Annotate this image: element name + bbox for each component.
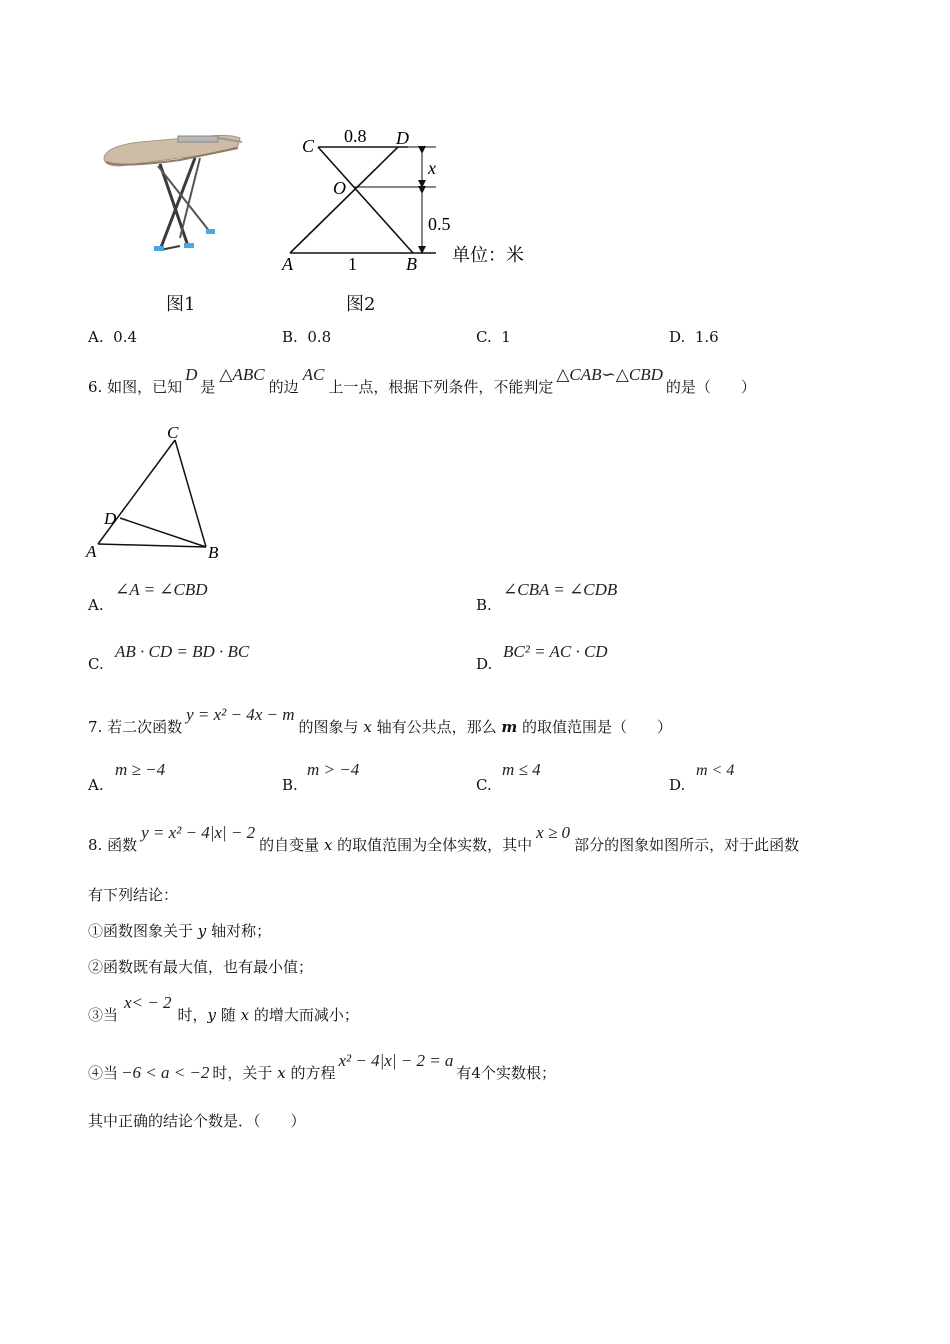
- q7-option-a-letter: A.: [88, 776, 104, 794]
- height-half: 0.5: [428, 214, 451, 234]
- q6-math-abc: △ABC: [219, 365, 265, 384]
- label-C: C: [302, 136, 315, 156]
- label-A: A: [282, 254, 293, 274]
- q8-math-a-range: −6 < a < −2: [121, 1063, 210, 1082]
- ironing-board-geometry-figure: [278, 120, 548, 280]
- q7-stem: 7. 若二次函数y = x² − 4x − m的图象与 x 轴有公共点，那么 m 的取值范围是（ ）: [88, 705, 673, 736]
- q6-option-b-letter: B.: [476, 596, 492, 614]
- label-B: B: [406, 254, 417, 274]
- q6-option-d-letter: D.: [476, 655, 493, 673]
- q8-stem-line2: 有下列结论：: [88, 886, 179, 904]
- figure-2-caption: 图2: [346, 294, 376, 315]
- q8-math-domain: x ≥ 0: [536, 823, 571, 842]
- q8-conclusion-2: ②函数既有最大值，也有最小值；: [88, 958, 314, 976]
- tri-label-A: A: [86, 542, 97, 561]
- height-x: x: [428, 158, 436, 178]
- q7-math-function: y = x² − 4x − m: [186, 705, 295, 724]
- figure-1-caption: 图1: [166, 294, 196, 315]
- q6-option-c-letter: C.: [88, 655, 104, 673]
- q6-option-c-math: AB · CD = BD · BC: [115, 642, 250, 661]
- q5-option-b: B. 0.8: [282, 328, 332, 346]
- q7-option-c-math: m ≤ 4: [502, 760, 541, 779]
- q6-math-d: D: [185, 365, 198, 384]
- q7-option-d-math: m < 4: [696, 762, 735, 779]
- ab-length: 1: [348, 254, 357, 274]
- q6-stem: 6. 如图，已知D是△ABC的边AC上一点，根据下列条件，不能判定△CAB∽△CBD的是（ ）: [88, 365, 756, 396]
- q8-final-question: 其中正确的结论个数是．（ ）: [88, 1112, 306, 1130]
- q6-triangle-figure: [84, 420, 234, 565]
- q5-option-a: A. 0.4: [88, 328, 138, 346]
- q7-option-a-math: m ≥ −4: [115, 760, 166, 779]
- label-D: D: [396, 128, 409, 148]
- label-O: O: [333, 178, 346, 198]
- q8-stem-line1: 8. 函数y = x² − 4|x| − 2的自变量 x 的取值范围为全体实数，其中x ≥ 0部分的图象如图所示，对于此函数: [88, 823, 800, 854]
- q8-conclusion-1: ①函数图象关于 y 轴对称；: [88, 922, 272, 940]
- cd-length: 0.8: [344, 126, 367, 146]
- q6-option-d-math: BC² = AC · CD: [503, 642, 608, 661]
- q8-math-x-less: x< − 2: [124, 993, 172, 1012]
- q6-math-ac: AC: [302, 365, 325, 384]
- tri-label-B: B: [208, 543, 219, 562]
- q7-option-c-letter: C.: [476, 776, 492, 794]
- q8-conclusion-3: ③当x< − 2时，y 随 x 的增大而减小；: [88, 993, 359, 1024]
- unit-label: 单位：米: [452, 245, 524, 265]
- q7-option-b-letter: B.: [282, 776, 298, 794]
- q8-conclusion-4: ④当 −6 < a < −2 时，关于 x 的方程x² − 4|x| − 2 = a有4个实数根；: [88, 1051, 556, 1082]
- q5-option-d: D. 1.6: [669, 328, 719, 346]
- q5-option-c: C. 1: [476, 328, 511, 346]
- q6-math-similar: △CAB∽△CBD: [556, 365, 663, 384]
- q6-option-a-letter: A.: [88, 596, 104, 614]
- tri-label-D: D: [104, 509, 117, 528]
- tri-label-C: C: [167, 423, 179, 442]
- q8-math-function: y = x² − 4|x| − 2: [141, 823, 256, 842]
- q6-option-b-math: ∠CBA = ∠CDB: [503, 580, 618, 599]
- ironing-board-figure: [100, 128, 250, 263]
- q7-option-d-letter: D.: [669, 776, 686, 794]
- q8-math-equation: x² − 4|x| − 2 = a: [338, 1051, 454, 1070]
- q7-option-b-math: m > −4: [307, 760, 360, 779]
- q6-option-a-math: ∠A = ∠CBD: [115, 580, 208, 599]
